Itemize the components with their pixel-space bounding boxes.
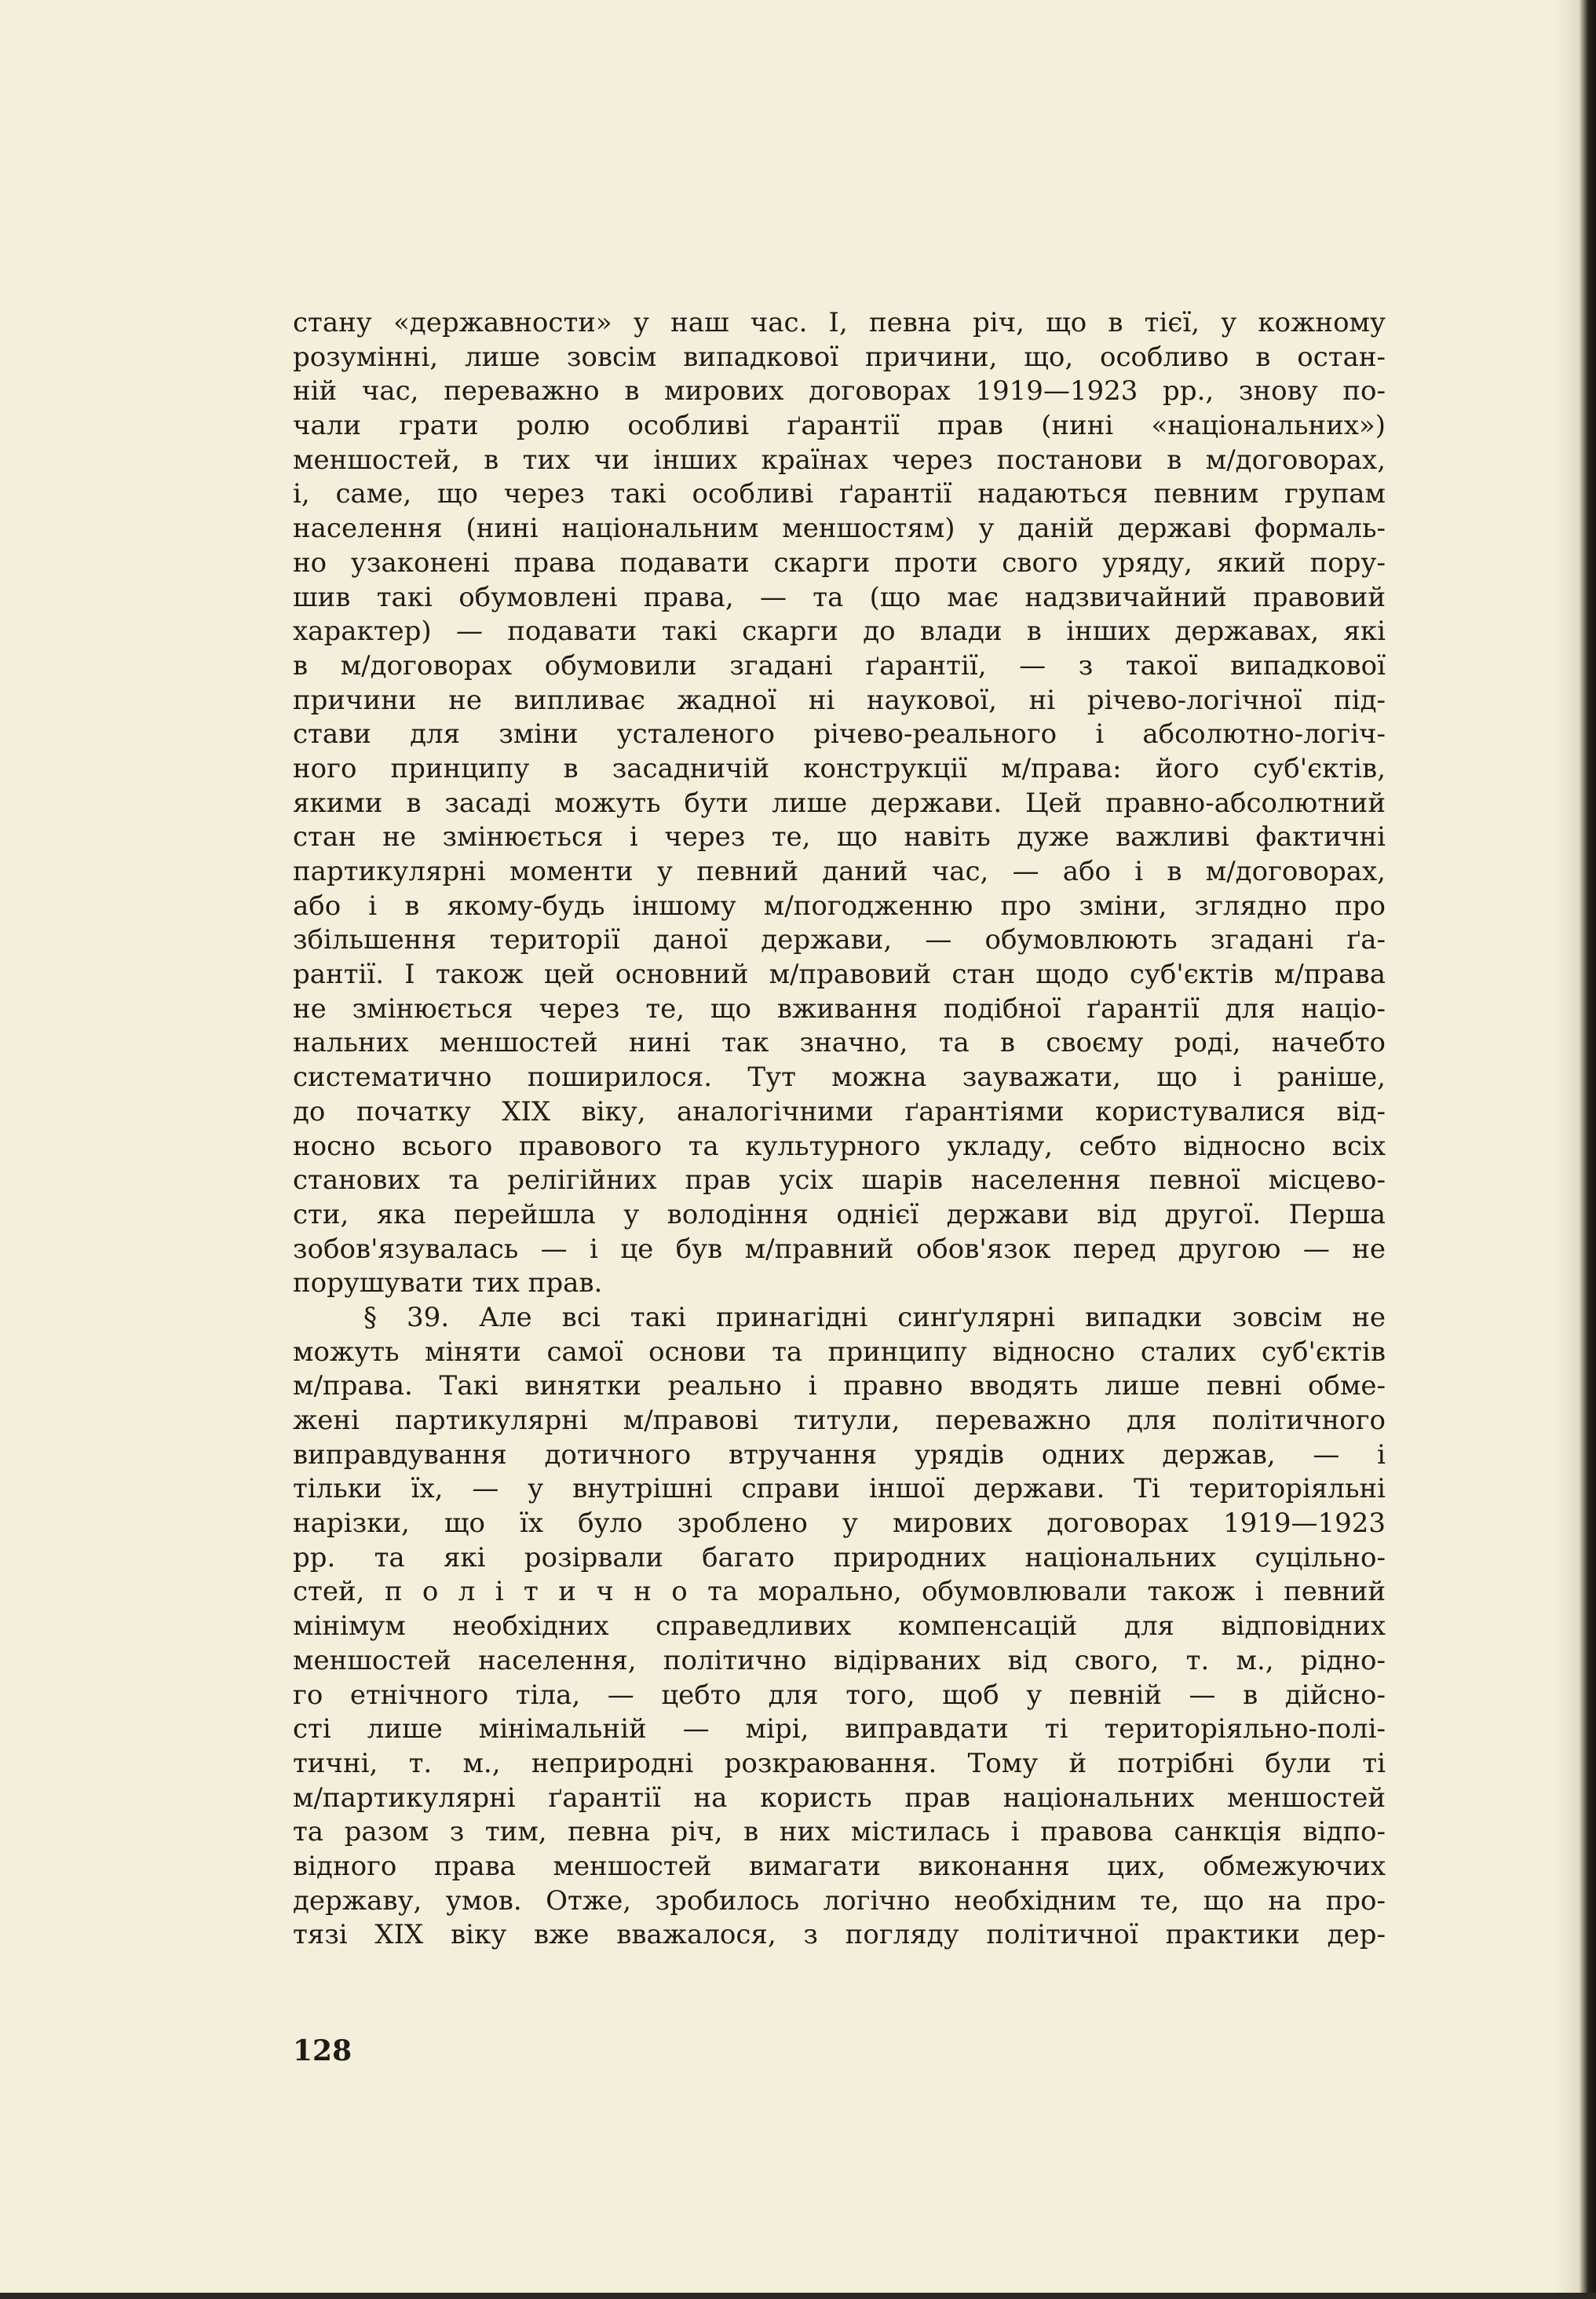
text-line: до початку XIX віку, аналогічними ґарантіями користувалися від-: [293, 1095, 1386, 1128]
text-line: збільшення території даної держави, — обумовлюють згадані ґа-: [293, 924, 1386, 956]
text-line: станових та релігійних прав усіх шарів населення певної місцево-: [293, 1164, 1386, 1197]
text-line: тязі XIX віку вже вважалося, з погляду політичної практики дер-: [293, 1919, 1386, 1951]
text-line: жені партикулярні м/правові титули, переважно для політичного: [293, 1405, 1386, 1436]
text-line: населення (нині національним меншостям) у даній державі формаль-: [293, 513, 1386, 545]
text-line: ній час, переважно в мирових договорах 1919—1923 рр., знову по-: [293, 375, 1386, 408]
text-line: ного принципу в засадничій конструкції м/права: його суб'єктів,: [293, 752, 1386, 784]
text-line: го етнічного тіла, — цебто для того, щоб у певній — в дійсно-: [293, 1679, 1386, 1711]
text-line: зобов'язувалась — і це був м/правний обов'язок перед другою — не: [293, 1233, 1386, 1265]
text-line: партикулярні моменти у певний даний час, — або і в м/договорах,: [293, 856, 1386, 887]
text-line: або і в якому-будь іншому м/погодженню про зміни, зглядно про: [293, 890, 1386, 922]
text-line: в м/договорах обумовили згадані ґарантії, — з такої випадкової: [293, 649, 1386, 682]
text-line: не змінюється через те, що вживання подібної ґарантії для націо-: [293, 992, 1386, 1025]
text-line: носно всього правового та культурного укладу, себто відносно всіх: [293, 1130, 1386, 1162]
page-edge-right: [1579, 0, 1596, 2299]
text-line: рантії. І також цей основний м/правовий стан щодо суб'єктів м/права: [293, 959, 1386, 991]
page-gutter-shadow: [1555, 0, 1579, 2299]
text-line: чали грати ролю особливі ґарантії прав (нині «національних»): [293, 410, 1386, 442]
text-line: м/партикулярні ґарантії на користь прав національних меншостей: [293, 1782, 1386, 1814]
text-line: сти, яка перейшла у володіння однієї держави від другої. Перша: [293, 1198, 1386, 1230]
section-39-first-line: § 39. Але всі такі принагідні синґулярні випадки зовсім не: [363, 1301, 1386, 1333]
body-text: [293, 306, 1386, 1953]
text-line: можуть міняти самої основи та принципу відносно сталих суб'єктів: [293, 1336, 1386, 1368]
text-line: меншостей, в тих чи інших країнах через постанови в м/договорах,: [293, 444, 1386, 476]
text-line: причини не випливає жадної ні наукової, ні річево-логічної під-: [293, 684, 1386, 716]
text-line: систематично поширилося. Тут можна зауважати, що і раніше,: [293, 1062, 1386, 1094]
text-line: відного права меншостей вимагати виконання цих, обмежуючих: [293, 1850, 1386, 1882]
text-line: но узаконені права подавати скарги проти свого уряду, який пору-: [293, 546, 1386, 579]
text-line: виправдування дотичного втручання урядів одних держав, — і: [293, 1438, 1386, 1471]
text-line: державу, умов. Отже, зробилось логічно необхідним те, що на про-: [293, 1884, 1386, 1917]
text-line: стан не змінюється і через те, що навіть дуже важливі фактичні: [293, 821, 1386, 853]
text-line: нальних меншостей нині так значно, та в своєму роді, начебто: [293, 1027, 1386, 1059]
text-line: сті лише мінімальній — мірі, виправдати ті територіяльно-полі-: [293, 1713, 1386, 1745]
text-line: стей, п о л і т и ч н о та морально, обумовлювали також і певний: [293, 1576, 1386, 1608]
text-line: стави для зміни усталеного річево-реального і абсолютно-логіч-: [293, 718, 1386, 751]
text-line: тільки їх, — у внутрішні справи іншої держави. Ті територіяльні: [293, 1473, 1386, 1505]
text-line: характер) — подавати такі скарги до влади в інших державах, які: [293, 616, 1386, 648]
text-line: тичні, т. м., неприродні розкраювання. Тому й потрібні були ті: [293, 1747, 1386, 1779]
text-line: стану «державности» у наш час. І, певна річ, що в тієї, у кожному: [293, 307, 1386, 338]
paragraph-end-line: порушувати тих прав.: [293, 1267, 603, 1299]
page-number: 128: [293, 2034, 352, 2067]
text-line: та разом з тим, певна річ, в них містилась і правова санкція відпо-: [293, 1816, 1386, 1848]
text-line: якими в засаді можуть бути лише держави. Цей правно-абсолютний: [293, 787, 1386, 819]
text-line: мінімум необхідних справедливих компенсацій для відповідних: [293, 1610, 1386, 1643]
text-line: розумінні, лише зовсім випадкової причини, що, особливо в остан-: [293, 341, 1386, 373]
text-line: шив такі обумовлені права, — та (що має надзвичайний правовий: [293, 581, 1386, 613]
text-line: меншостей населення, політично відірваних від свого, т. м., рідно-: [293, 1644, 1386, 1676]
text-line: нарізки, що їх було зроблено у мирових договорах 1919—1923: [293, 1508, 1386, 1540]
page-edge-bottom: [0, 2293, 1596, 2299]
text-line: м/права. Такі винятки реально і правно вводять лише певні обме-: [293, 1370, 1386, 1402]
text-line: рр. та які розірвали багато природних національних суцільно-: [293, 1541, 1386, 1573]
text-line: і, саме, що через такі особливі ґарантії надаються певним групам: [293, 478, 1386, 510]
